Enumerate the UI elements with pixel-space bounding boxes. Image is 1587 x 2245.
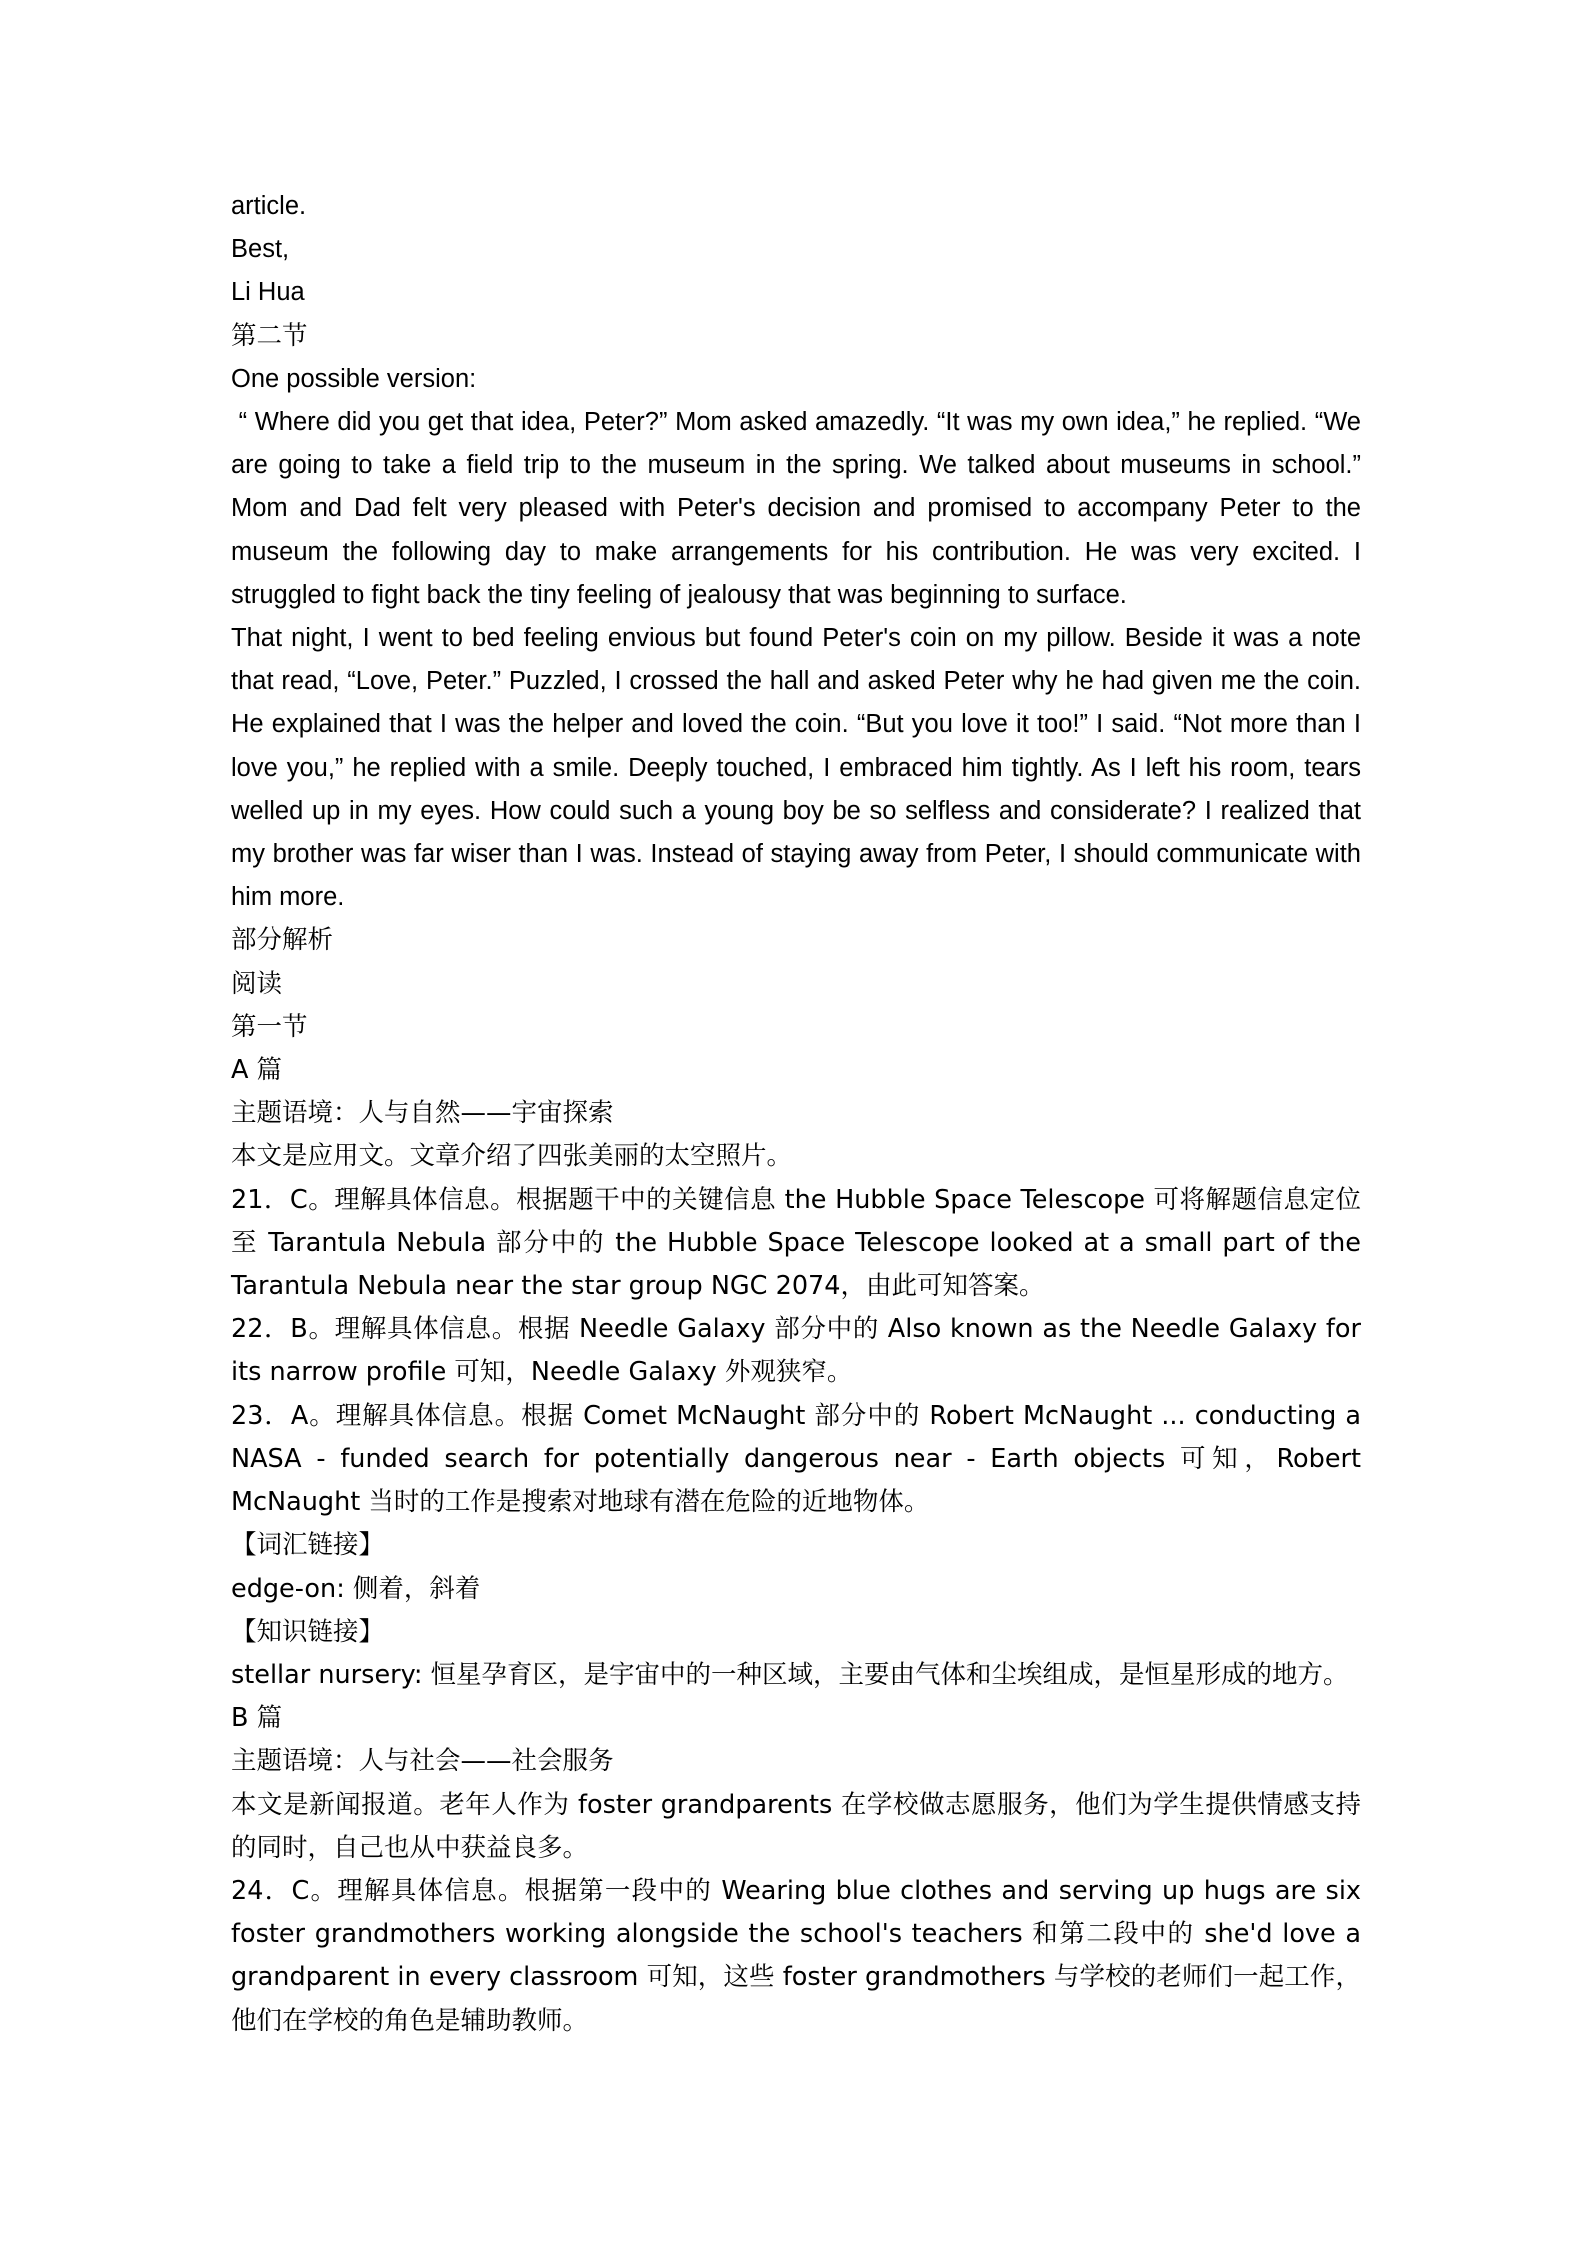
answer-explanation-22: 22．B。理解具体信息。根据 Needle Galaxy 部分中的 Also known as the Needle Galaxy for its narrow profile 可知，Needle Galaxy 外观狭窄。	[231, 1314, 1370, 1388]
answer-explanation-24: 24．C。理解具体信息。根据第一段中的 Wearing blue clothes and serving up hugs are six foster grandmothers working alongside the school's teachers 和第二段中的 she'd love a grandparent in every classroom 可知，这些 foster grandmothers 与学校的老师们一起工作，他们在学校的角色是辅助教师。	[231, 1875, 1370, 2036]
theme-context-passage-b: 主题语境：人与社会——社会服务	[231, 1746, 614, 1777]
answer-explanation-21: 21．C。理解具体信息。根据题干中的关键信息 the Hubble Space Telescope 可将解题信息定位至 Tarantula Nebula 部分中的 the Hubble Space Telescope looked at a small part of the Tarantula Nebula near the star group NGC 2074，由此可知答案。	[231, 1184, 1370, 1302]
answer-explanation-23: 23．A。理解具体信息。根据 Comet McNaught 部分中的 Robert McNaught ... conducting a NASA - funded search for potentially dangerous near - Earth objects 可知，Robert McNaught 当时的工作是搜索对地球有潜在危险的近地物体。	[231, 1400, 1370, 1518]
heading-passage-a: A 篇	[231, 1055, 283, 1086]
vocabulary-entry-edge-on: edge-on: 侧着，斜着	[231, 1573, 481, 1604]
heading-passage-b: B 篇	[231, 1703, 283, 1734]
text-line-li-hua: Li Hua	[231, 278, 305, 307]
heading-section-two: 第二节	[231, 320, 308, 351]
heading-partial-analysis: 部分解析	[231, 925, 334, 956]
summary-passage-b: 本文是新闻报道。老年人作为 foster grandparents 在学校做志愿服务，他们为学生提供情感支持的同时，自己也从中获益良多。	[231, 1789, 1361, 1863]
summary-passage-a: 本文是应用文。文章介绍了四张美丽的太空照片。	[231, 1141, 793, 1172]
heading-section-one: 第一节	[231, 1011, 308, 1042]
document-text-body	[231, 185, 1370, 2043]
theme-context-passage-a: 主题语境：人与自然——宇宙探索	[231, 1098, 614, 1129]
paragraph-story-part-one: “ Where did you get that idea, Peter?” Mom asked amazedly. “It was my own idea,” he replied. “We are going to take a field trip to the museum in the spring. We talked about museums in school.” Mom and Dad felt very pleased with Peter's decision and promised to accompany Peter to the museum the following day to make arrangements for his contribution. He was very excited. I struggled to fight back the tiny feeling of jealousy that was beginning to surface.	[231, 408, 1369, 609]
text-line-best: Best,	[231, 235, 290, 264]
paragraph-story-part-two: That night, I went to bed feeling envious but found Peter's coin on my pillow. Beside it was a note that read, “Love, Peter.” Puzzled, I crossed the hall and asked Peter why he had given me the coin. He explained that I was the helper and loved the coin. “But you love it too!” I said. “Not more than I love you,” he replied with a smile. Deeply touched, I embraced him tightly. As I left his room, tears welled up in my eyes. How could such a young boy be so selfless and considerate? I realized that my brother was far wiser than I was. Instead of staying away from Peter, I should communicate with him more.	[231, 624, 1369, 912]
text-line-one-possible-version: One possible version:	[231, 364, 477, 393]
heading-knowledge-link: 【知识链接】	[231, 1616, 385, 1647]
heading-vocabulary-link: 【词汇链接】	[231, 1530, 385, 1561]
text-line-article: article.	[231, 192, 307, 220]
knowledge-entry-stellar-nursery: stellar nursery: 恒星孕育区，是宇宙中的一种区域，主要由气体和尘埃组成，是恒星形成的地方。	[231, 1659, 1349, 1690]
heading-reading: 阅读	[231, 968, 283, 999]
